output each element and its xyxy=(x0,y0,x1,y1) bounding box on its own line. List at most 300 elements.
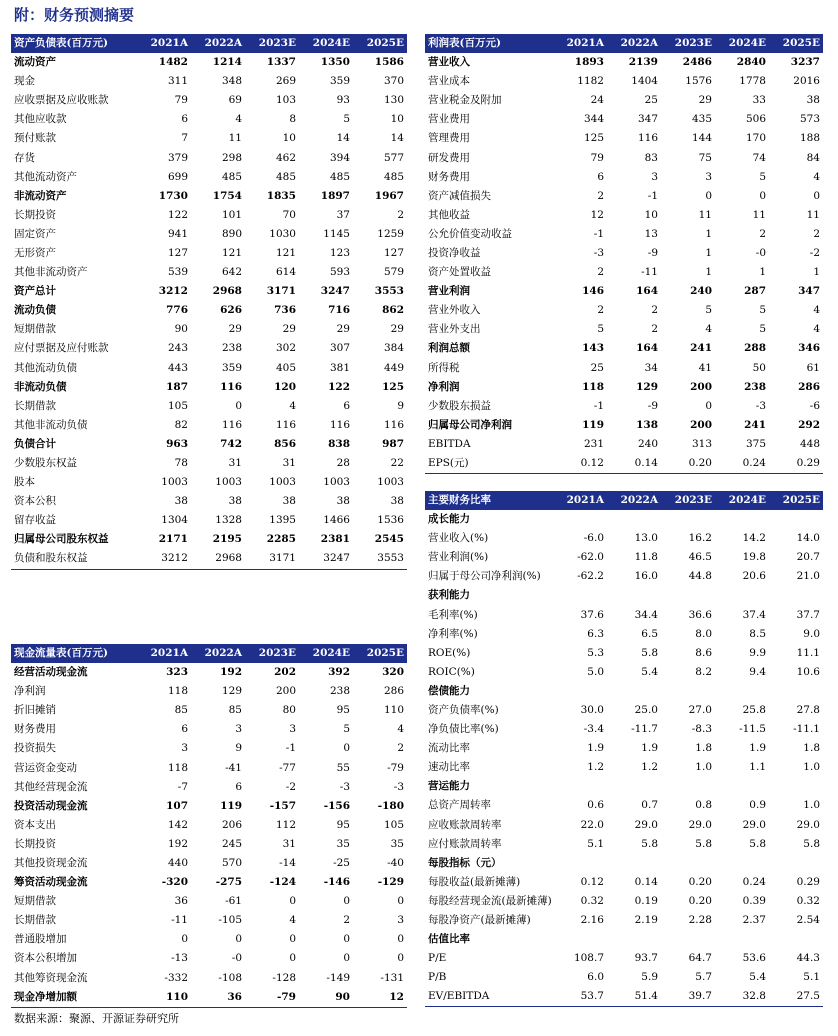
cell-value: 0.6 xyxy=(587,799,604,812)
cell-value: 25 xyxy=(644,94,658,107)
cell-value: 164 xyxy=(636,285,658,298)
cell-value: 286 xyxy=(383,685,404,698)
column-header: 2023E xyxy=(245,34,299,53)
cell-value: 38 xyxy=(174,495,188,508)
cell-value xyxy=(715,682,769,701)
cell-value: 1 xyxy=(759,266,766,279)
table-row xyxy=(11,892,407,911)
cell-value xyxy=(769,586,823,605)
cell-value: 119 xyxy=(582,418,604,431)
cell-value: -1 xyxy=(593,227,604,240)
cell-value: 61 xyxy=(806,361,820,374)
cell-value xyxy=(661,777,715,796)
cell-value: 2 xyxy=(651,323,658,336)
cell-value: 593 xyxy=(329,266,350,279)
row-label: P/E xyxy=(428,952,447,965)
cell-value: 1466 xyxy=(323,514,350,527)
data-source-note: 数据来源：聚源、开源证券研究所 xyxy=(14,1012,179,1025)
cell-value: 85 xyxy=(174,704,188,717)
cell-value: 5.8 xyxy=(641,837,658,850)
cell-value: 27.5 xyxy=(769,987,823,1007)
cell-value: 1.9 xyxy=(587,742,604,755)
cell-value: 122 xyxy=(328,380,350,393)
cell-value: 307 xyxy=(329,342,350,355)
cell-value: 4 xyxy=(289,399,296,412)
cash-flow-table xyxy=(11,644,407,1008)
cell-value: 192 xyxy=(167,837,188,850)
cell-value: 0 xyxy=(397,933,404,946)
cell-value: 0 xyxy=(289,895,296,908)
table-row xyxy=(425,529,823,548)
cell-value: 38 xyxy=(228,495,242,508)
row-label: 流动资产 xyxy=(14,56,56,69)
cell-value: 856 xyxy=(274,437,296,450)
table-row xyxy=(425,873,823,892)
cell-value: 2195 xyxy=(212,533,242,546)
table-row xyxy=(11,911,407,930)
cell-value: 10 xyxy=(644,208,658,221)
table-row xyxy=(11,320,407,339)
cell-value: 118 xyxy=(582,380,604,393)
row-label: 每股净资产(最新摊薄) xyxy=(428,914,531,927)
cell-value: 1730 xyxy=(158,189,188,202)
table-row xyxy=(11,91,407,110)
row-label: 长期投资 xyxy=(14,837,56,850)
cell-value: 20.6 xyxy=(742,570,766,583)
cell-value xyxy=(715,854,769,873)
cell-value: 1.1 xyxy=(749,761,766,774)
cell-value: 22 xyxy=(390,457,404,470)
cell-value: 127 xyxy=(383,246,404,259)
cell-value: 238 xyxy=(329,685,350,698)
cell-value: 1003 xyxy=(377,476,404,489)
table-row xyxy=(11,301,407,320)
cell-value: 16.2 xyxy=(688,532,712,545)
cell-value: 392 xyxy=(328,666,350,679)
cell-value: 298 xyxy=(221,151,242,164)
cell-value: -6.0 xyxy=(583,532,604,545)
cell-value: 1030 xyxy=(269,227,296,240)
table-header-row xyxy=(425,491,823,510)
row-label: 固定资产 xyxy=(14,227,56,240)
column-header: 2021A xyxy=(553,491,607,510)
row-label: 营业外支出 xyxy=(428,323,481,336)
cell-value: 0 xyxy=(343,742,350,755)
table-row xyxy=(425,53,823,72)
row-label: 资本公积增加 xyxy=(14,952,77,965)
cell-value: 31 xyxy=(282,457,296,470)
cell-value: 44.3 xyxy=(796,952,820,965)
cell-value: 6 xyxy=(181,113,188,126)
cell-value: 381 xyxy=(329,361,350,374)
table-row xyxy=(425,720,823,739)
cell-value: 5.8 xyxy=(803,837,820,850)
cell-value: 34.4 xyxy=(634,608,658,621)
cell-value: 8.0 xyxy=(695,627,712,640)
row-label: 资产减值损失 xyxy=(428,189,491,202)
table-row xyxy=(425,397,823,416)
cell-value: 138 xyxy=(636,418,658,431)
cell-value: 405 xyxy=(275,361,296,374)
cell-value: 4 xyxy=(289,914,296,927)
row-label: 净利润 xyxy=(428,380,460,393)
row-label: 少数股东损益 xyxy=(428,399,491,412)
cell-value: 19.8 xyxy=(742,551,766,564)
cell-value xyxy=(661,854,715,873)
cell-value: -180 xyxy=(377,799,404,812)
table-title: 资产负债表(百万元) xyxy=(11,34,137,53)
cell-value: 79 xyxy=(174,94,188,107)
row-label: 应收票据及应收账款 xyxy=(14,94,109,107)
cell-value: 231 xyxy=(583,437,604,450)
cell-value xyxy=(769,854,823,873)
cell-value: 25.0 xyxy=(634,703,658,716)
cell-value: 38 xyxy=(806,94,820,107)
cell-value: 347 xyxy=(637,113,658,126)
cell-value: -6 xyxy=(809,399,820,412)
table-row xyxy=(425,777,823,796)
cell-value: 1304 xyxy=(161,514,188,527)
table-row xyxy=(11,263,407,282)
cell-value: 1.0 xyxy=(803,799,820,812)
row-label: 流动负债 xyxy=(14,304,56,317)
cell-value: 0.24 xyxy=(715,454,769,474)
row-label: 估值比率 xyxy=(428,933,470,946)
table-row xyxy=(425,625,823,644)
row-label: 资产负债率(%) xyxy=(428,703,499,716)
cell-value: 1182 xyxy=(577,75,604,88)
cell-value: -11.1 xyxy=(793,723,820,736)
cell-value: 1.8 xyxy=(803,742,820,755)
cell-value: 120 xyxy=(274,380,296,393)
row-label: 营业利润 xyxy=(428,285,470,298)
cell-value: 116 xyxy=(329,418,350,431)
table-row xyxy=(425,586,823,605)
cell-value: 485 xyxy=(383,170,404,183)
cell-value xyxy=(607,777,661,796)
cell-value: 6.3 xyxy=(587,627,604,640)
cell-value: 39.7 xyxy=(661,987,715,1007)
cell-value: 164 xyxy=(636,342,658,355)
cell-value: 31 xyxy=(282,837,296,850)
cell-value: 78 xyxy=(174,457,188,470)
column-header: 2025E xyxy=(353,644,407,663)
cell-value: 110 xyxy=(137,988,191,1008)
table-row xyxy=(425,758,823,777)
cell-value: 29 xyxy=(282,323,296,336)
cell-value: -129 xyxy=(377,876,404,889)
cell-value: 5 xyxy=(759,304,766,317)
table-row xyxy=(425,282,823,301)
cell-value: 36 xyxy=(174,895,188,908)
cell-value: -149 xyxy=(326,971,350,984)
cell-value: 142 xyxy=(167,818,188,831)
cell-value: 359 xyxy=(221,361,242,374)
cell-value: 11 xyxy=(752,208,766,221)
cell-value: 0.32 xyxy=(580,894,604,907)
cell-value: 5.9 xyxy=(641,971,658,984)
cell-value: 35 xyxy=(390,837,404,850)
column-header: 2022A xyxy=(607,34,661,53)
row-label: 其他筹资现金流 xyxy=(14,971,88,984)
cell-value: 118 xyxy=(167,761,188,774)
cell-value: 70 xyxy=(282,208,296,221)
table-header-row xyxy=(11,644,407,663)
cell-value: 44.8 xyxy=(688,570,712,583)
cell-value: -8.3 xyxy=(691,723,712,736)
cell-value: 1.9 xyxy=(641,742,658,755)
cell-value: -9 xyxy=(647,246,658,259)
row-label: 存货 xyxy=(14,151,35,164)
cell-value xyxy=(769,682,823,701)
row-label: 归属母公司股东权益 xyxy=(14,533,109,546)
cell-value: 105 xyxy=(383,818,404,831)
cell-value: 288 xyxy=(744,342,766,355)
cell-value: 35 xyxy=(336,837,350,850)
cell-value: 0.12 xyxy=(553,454,607,474)
table-row xyxy=(11,720,407,739)
cell-value: 626 xyxy=(220,304,242,317)
table-row xyxy=(11,416,407,435)
row-label: 其他非流动负债 xyxy=(14,418,88,431)
cell-value: 11.1 xyxy=(796,646,820,659)
row-label: 每股经营现金流(最新摊薄) xyxy=(428,894,552,907)
row-label: 营业收入 xyxy=(428,56,470,69)
row-label: 投资损失 xyxy=(14,742,56,755)
cell-value: 1893 xyxy=(574,56,604,69)
cell-value: 2.37 xyxy=(742,914,766,927)
cell-value: -1 xyxy=(593,399,604,412)
cell-value: 0 xyxy=(343,933,350,946)
cell-value: -79 xyxy=(245,988,299,1008)
cell-value: 101 xyxy=(221,208,242,221)
row-label: 现金净增加额 xyxy=(11,988,137,1008)
row-label: 负债合计 xyxy=(14,437,56,450)
cell-value: -157 xyxy=(269,799,296,812)
table-row xyxy=(425,930,823,949)
table-row xyxy=(425,244,823,263)
cell-value: 108.7 xyxy=(573,952,604,965)
table-row xyxy=(425,72,823,91)
cell-value: 1328 xyxy=(215,514,242,527)
cell-value: 51.4 xyxy=(607,987,661,1007)
cell-value xyxy=(661,682,715,701)
cell-value: 14.0 xyxy=(796,532,820,545)
cell-value: 75 xyxy=(698,151,712,164)
cell-value xyxy=(715,777,769,796)
cell-value: 8 xyxy=(289,113,296,126)
table-row xyxy=(425,339,823,358)
table-header-row xyxy=(425,34,823,53)
table-row xyxy=(425,892,823,911)
cell-value: 14 xyxy=(336,132,350,145)
cell-value: 0 xyxy=(181,933,188,946)
cell-value: 4 xyxy=(705,323,712,336)
cell-value: 0 xyxy=(813,189,820,202)
cell-value: -77 xyxy=(279,761,296,774)
cell-value: 38 xyxy=(336,495,350,508)
cell-value: 0.8 xyxy=(695,799,712,812)
table-row xyxy=(11,492,407,511)
cell-value: 1003 xyxy=(269,476,296,489)
table-row xyxy=(11,53,407,72)
table-row xyxy=(11,797,407,816)
cell-value: 579 xyxy=(383,266,404,279)
cell-value: 29.0 xyxy=(796,818,820,831)
cell-value: -7 xyxy=(177,780,188,793)
row-label: 少数股东权益 xyxy=(14,457,77,470)
row-label: 营业利润(%) xyxy=(428,551,489,564)
cell-value xyxy=(607,510,661,529)
cell-value: 539 xyxy=(167,266,188,279)
cell-value: 3 xyxy=(397,914,404,927)
table-row xyxy=(11,282,407,301)
cell-value: 144 xyxy=(691,132,712,145)
row-label: ROIC(%) xyxy=(428,665,475,678)
cell-value: 5 xyxy=(343,113,350,126)
cell-value: 1897 xyxy=(320,189,350,202)
table-row xyxy=(11,988,407,1008)
cell-value: 375 xyxy=(745,437,766,450)
cell-value: 79 xyxy=(590,151,604,164)
cell-value: 29 xyxy=(336,323,350,336)
table-row xyxy=(11,339,407,358)
cell-value: 2968 xyxy=(212,285,242,298)
cell-value xyxy=(661,510,715,529)
cell-value: 1.0 xyxy=(695,761,712,774)
cell-value: 1214 xyxy=(212,56,242,69)
cell-value: 241 xyxy=(690,342,712,355)
cell-value: 5.1 xyxy=(803,971,820,984)
cell-value: 3 xyxy=(181,742,188,755)
cell-value: 10.6 xyxy=(796,665,820,678)
cell-value: -0 xyxy=(231,952,242,965)
cell-value: -11.7 xyxy=(631,723,658,736)
cell-value: 3212 xyxy=(137,549,191,569)
cell-value: 5.7 xyxy=(695,971,712,984)
cell-value: 716 xyxy=(328,304,350,317)
cell-value: 0 xyxy=(397,952,404,965)
cell-value: -320 xyxy=(161,876,188,889)
cell-value: 0 xyxy=(343,895,350,908)
table-row xyxy=(11,758,407,777)
table-row xyxy=(425,148,823,167)
row-label: 其他流动资产 xyxy=(14,170,77,183)
column-header: 2025E xyxy=(353,34,407,53)
cell-value: 11 xyxy=(698,208,712,221)
cell-value: -25 xyxy=(333,856,350,869)
row-label: 净利润 xyxy=(14,685,46,698)
cell-value: 1967 xyxy=(374,189,404,202)
cell-value: 3171 xyxy=(266,285,296,298)
table-row xyxy=(11,969,407,988)
cell-value: 187 xyxy=(166,380,188,393)
cell-value: 1.8 xyxy=(695,742,712,755)
cell-value: 987 xyxy=(382,437,404,450)
cell-value: 27.0 xyxy=(688,703,712,716)
cell-value: 320 xyxy=(382,666,404,679)
cell-value: 6 xyxy=(235,780,242,793)
cell-value: 95 xyxy=(336,704,350,717)
row-label: EBITDA xyxy=(428,437,471,450)
cell-value: 5 xyxy=(705,304,712,317)
cell-value: 1586 xyxy=(374,56,404,69)
cell-value: 0.12 xyxy=(580,875,604,888)
cell-value: 129 xyxy=(221,685,242,698)
table-row xyxy=(11,225,407,244)
cell-value: 116 xyxy=(383,418,404,431)
cell-value: 838 xyxy=(328,437,350,450)
cell-value: 1 xyxy=(813,266,820,279)
cell-value: 1 xyxy=(705,227,712,240)
table-header-row xyxy=(11,34,407,53)
column-header: 2021A xyxy=(137,644,191,663)
cell-value: -62.0 xyxy=(577,551,604,564)
cell-value: 14 xyxy=(390,132,404,145)
cell-value: 2.28 xyxy=(688,914,712,927)
column-header: 2022A xyxy=(607,491,661,510)
row-label: 非流动资产 xyxy=(14,189,67,202)
page-title: 附：财务预测摘要 xyxy=(14,6,135,24)
cell-value: 93 xyxy=(336,94,350,107)
cell-value: 5.0 xyxy=(587,665,604,678)
row-label: 其他投资现金流 xyxy=(14,856,88,869)
cell-value: 119 xyxy=(220,799,242,812)
cell-value: 614 xyxy=(275,266,296,279)
table-row xyxy=(11,359,407,378)
cell-value: 103 xyxy=(275,94,296,107)
cell-value: 29 xyxy=(228,323,242,336)
cell-value: -3 xyxy=(393,780,404,793)
cell-value: -14 xyxy=(279,856,296,869)
row-label: EV/EBITDA xyxy=(425,987,553,1007)
cell-value: 0.7 xyxy=(641,799,658,812)
cell-value: 2 xyxy=(813,227,820,240)
cell-value: 4 xyxy=(813,304,820,317)
row-label: 财务费用 xyxy=(14,723,56,736)
cell-value: 2 xyxy=(597,266,604,279)
cell-value xyxy=(553,586,607,605)
cell-value: 0.14 xyxy=(607,454,661,474)
cell-value: 125 xyxy=(382,380,404,393)
cell-value: 448 xyxy=(799,437,820,450)
cell-value: 9 xyxy=(397,399,404,412)
cell-value: 0.39 xyxy=(742,894,766,907)
cell-value: 485 xyxy=(329,170,350,183)
cell-value: 83 xyxy=(644,151,658,164)
cell-value: 2968 xyxy=(191,549,245,569)
cell-value: 206 xyxy=(221,818,242,831)
cell-value: 286 xyxy=(798,380,820,393)
row-label: 获利能力 xyxy=(428,589,470,602)
cell-value: -1 xyxy=(647,189,658,202)
cell-value: 37.4 xyxy=(742,608,766,621)
cell-value: 22.0 xyxy=(580,818,604,831)
cell-value: -1 xyxy=(285,742,296,755)
cell-value: 107 xyxy=(166,799,188,812)
row-label: 长期借款 xyxy=(14,914,56,927)
row-label: 每股收益(最新摊薄) xyxy=(428,875,521,888)
table-row xyxy=(11,854,407,873)
table-row xyxy=(425,548,823,567)
table-row xyxy=(11,378,407,397)
row-label: 速动比率 xyxy=(428,761,470,774)
row-label: 应付账款周转率 xyxy=(428,837,502,850)
table-row xyxy=(425,359,823,378)
row-label: 其他经营现金流 xyxy=(14,780,88,793)
cell-value: 37.6 xyxy=(580,608,604,621)
cell-value: 3553 xyxy=(353,549,407,569)
